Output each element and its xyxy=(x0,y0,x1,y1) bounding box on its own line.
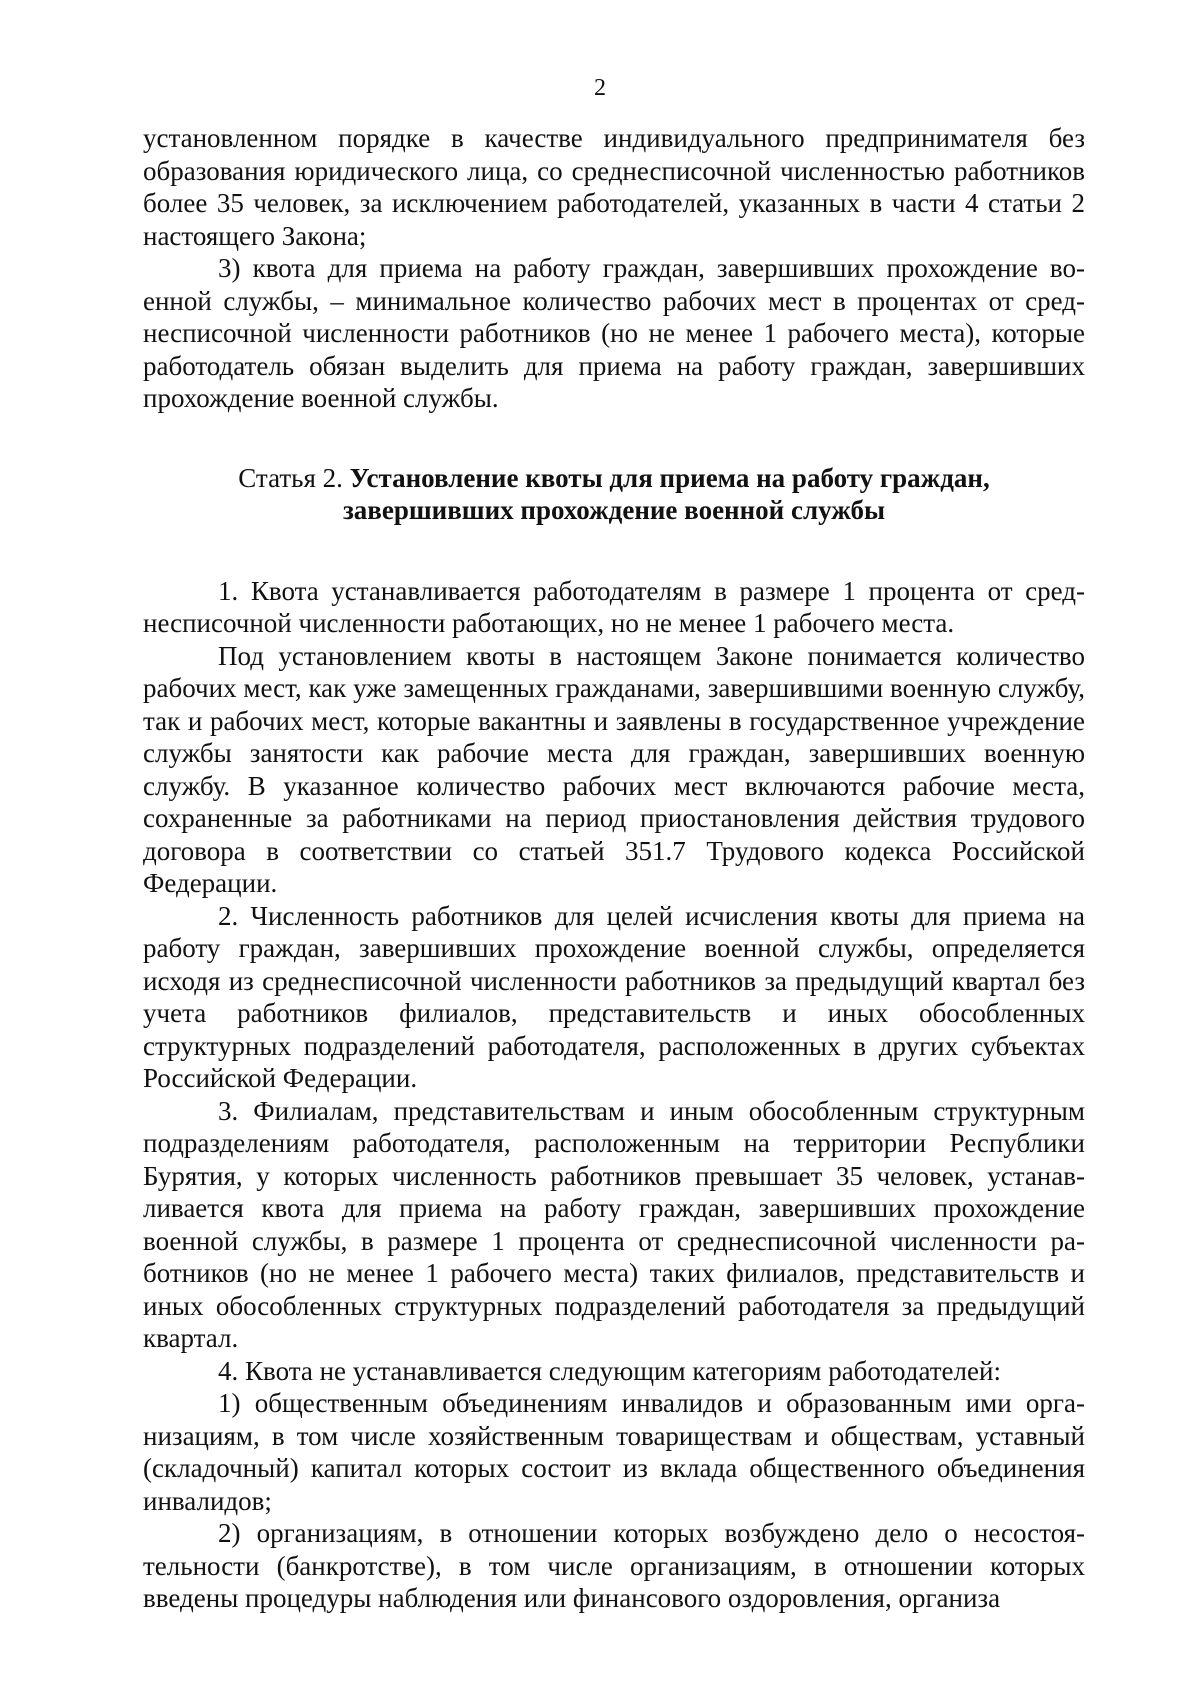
article-heading xyxy=(143,462,1085,526)
article-title-line-2: завершивших прохождение военной службы xyxy=(342,494,886,525)
document-body xyxy=(143,122,1085,1615)
paragraph: 1. Квота устанавливается работодателям в размере 1 процента от среднесписочной численности работающих, но не менее 1 рабочего места. xyxy=(143,575,1085,638)
paragraph: 4. Квота не устанавливается следующим категориям работодателей: xyxy=(218,1355,1001,1386)
paragraph: 1) общественным объединениям инвалидов и образованным ими организациям, в том числе хозяйственным товариществам и обществам, уставный (складочный) капитал которых состоит из вклада общественного объединения инвалидов; xyxy=(143,1388,1085,1516)
paragraph: 2. Численность работников для целей исчисления квоты для приема на работу граждан, завершивших прохождение военной службы, определяется исходя из среднесписочной численности работников за предыдущий квартал без учета работников филиалов, представительств и иных обособленных структурных подразделений работодателя, расположенных в других субъектах Российской Федерации. xyxy=(143,900,1085,1093)
paragraph: 3) квота для приема на работу граждан, завершивших прохождение военной службы, – минимальное количество рабочих мест в процентах от среднесписочной численности работников (но не менее 1 рабочего места), которые работодатель обязан выделить для приема на работу граждан, завершивших прохождение военной службы. xyxy=(143,253,1085,413)
paragraph: Под установлением квоты в настоящем Законе понимается количество рабочих мест, как уже замещенных гражданами, завершившими военную службу, так и рабочих мест, которые вакантны и заявлены в государственное учреждение службы занятости как рабочие места для граждан, завершивших военную службу. В указанное количество рабочих мест включаются рабочие места, сохраненные за работниками на период приостановления действия трудового договора в соответствии со статьей 351.7 Трудового кодекса Российской Федерации. xyxy=(143,640,1085,898)
page-number: 2 xyxy=(594,75,606,101)
article-label: Статья 2. xyxy=(238,462,343,493)
paragraph: 3. Филиалам, представительствам и иным обособленным структурным подразделениям работодателя, расположенным на территории Республики Бурятия, у которых численность работников превышает 35 человек, устанавливается квота для приема на работу граждан, завершивших прохождение военной службы, в размере 1 процента от среднесписочной численности работников (но не менее 1 рабочего места) таких филиалов, представительств и иных обособленных структурных подразделений работодателя за предыдущий квартал. xyxy=(143,1095,1085,1353)
article-title-line-1: Установление квоты для приема на работу граждан, xyxy=(349,462,990,493)
paragraph: установленном порядке в качестве индивидуального предпринимателя без образования юридического лица, со среднесписочной численностью работников более 35 человек, за исключением работодателей, указанных в части 4 статьи 2 настоящего Закона; xyxy=(143,123,1085,251)
paragraph: 2) организациям, в отношении которых возбуждено дело о несостоятельности (банкротстве), в том числе организациям, в отношении которых введены процедуры наблюдения или финансового оздоровления, организа xyxy=(143,1518,1085,1613)
